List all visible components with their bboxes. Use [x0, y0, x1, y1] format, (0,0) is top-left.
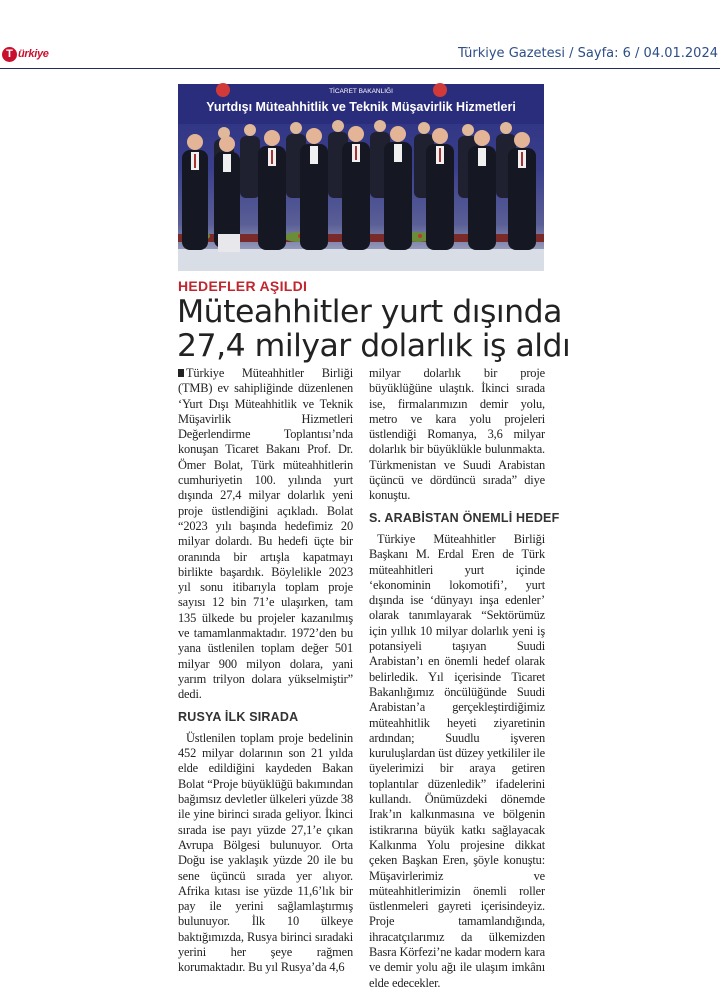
- lead-paragraph: [178, 366, 353, 703]
- article-headline: [177, 294, 571, 364]
- banner-small-text: TİCARET BAKANLIĞI: [329, 88, 393, 95]
- subhead-russia: RUSYA İLK SIRADA: [178, 709, 299, 724]
- source-line: Türkiye Gazetesi / Sayfa: 6 / 04.01.2024: [457, 46, 718, 61]
- paragraph-marker-icon: [178, 369, 184, 377]
- header-divider: [0, 68, 720, 69]
- article-column-right: [369, 366, 560, 991]
- logo-circle-icon: T: [2, 47, 17, 62]
- subhead-saudi-arabia: S. ARABİSTAN ÖNEMLİ HEDEF: [369, 510, 560, 525]
- headline-line-1: Müteahhitler yurt dışında: [177, 294, 562, 330]
- article-kicker: HEDEFLER AŞILDI: [178, 278, 308, 294]
- paragraph-russia: Üstlenilen toplam proje bedelinin 452 milyar dolarının son 21 yılda elde edildiğini kaydeden Bakan Bolat “Proje büyüklüğü bakımından bağımsız devletler ülkeleri yüzde 38 ile yine birinci sırada geliyor. İkinci sırada ise payı yüzde 27,1’e çıkan Avrupa Bölgesi bulunuyor. Orta Doğu ise yaklaşık yüzde 20 ile bu sene üçüncü sırada yer alıyor. Afrika kıtası ise yüzde 11,6’lık bir pay ile yerini sağlamlaştırmış bulunuyor. İlk 10 ülkeye baktığımızda, Rusya birinci sıradaki yerini her şeye rağmen korumaktadır. Bu yıl Rusya’da 4,6: [178, 730, 353, 975]
- paragraph-saudi-arabia: Türkiye Müteahhitler Birliği Başkanı M. Erdal Eren de Türk müteahhitleri yurt içinde ‘ekonominin lokomotifi’, yurt dışında ise ‘dünyayı inşa edenler’ olarak tanımlayarak “Sektörümüz için yıllık 10 milyar dolarlık yeni iş potansiyeli taşıyan Suudi Arabistan’ı en önemli hedef olarak belirledik. Yıl içerisinde Ticaret Bakanlığımız öncülüğünde Suudi Arabistan’a gerçekleştirdiğimiz müteahhitlik heyeti ziyaretinin ardından; Suudlu işveren kuruluşlardan üst düzey yetkililer ile üyelerimizi bir araya getiren toplantılar düzenledik” ifadelerini kullandı. Önümüzdeki dönemde Irak’ın kalkınmasına ve bölgenin istikrarına büyük katkı sağlayacak Kalkınma Yolu projesine dikkat çeken Başkan Eren, şöyle konuştu: Müşavirlerimiz ve müteahhitlerimizin önemli roller üstlenmeleri gayreti içerisindeyiz. Proje tamamlandığında, ihracatçılarımız da ülkemizden Basra Körfezi’ne kadar modern kara ve demir yolu ağı ile ulaşım imkânı elde edecekler.: [369, 531, 545, 990]
- group-photo: [178, 84, 544, 271]
- newspaper-logo: [2, 45, 49, 63]
- banner-text: Yurtdışı Müteahhitlik ve Teknik Müşavirlik Hizmetleri: [206, 100, 516, 114]
- page-header: [0, 0, 720, 70]
- paragraph-continuation: milyar dolarlık bir proje büyüklüğüne ulaştık. İkinci sırada ise, firmalarımızın demir yolu, metro ve kara yolu projeleri üstlendiği Romanya, 3,6 milyar dolarlık bir büyüklükle bulunmakta. Türkmenistan ve Suudi Arabistan üçüncü ve dördüncü sırada” diye konuştu.: [369, 366, 545, 503]
- logo-text: ürkiye: [18, 48, 49, 60]
- headline-line-2: 27,4 milyar dolarlık iş aldı: [177, 328, 571, 364]
- lead-paragraph-text: Türkiye Müteahhitler Birliği (TMB) ev sahipliğinde düzenlenen ‘Yurt Dışı Müteahhitlik ve Teknik Müşavirlik Hizmetleri Değerlendirme Toplantısı’nda konuşan Ticaret Bakanı Prof. Dr. Ömer Bolat, Türk müteahhitlerin cumhuriyetin 100. yılında yurt dışında 27,4 milyar dolarlık yeni proje üstlendiğini açıkladı. Bolat “2023 yılı başında hedefimiz 20 milyar dolardı. Bu hedefi üçte bir oranında bir artışla kapatmayı birlikte başardık. Böylelikle 2023 yıl sonu itibarıyla toplam proje sayısı 12 bin 71’e ulaşırken, tam 135 ülkede bu projeler kazanılmış ve tamamlanmaktadır. 1972’den bu yana üstlenilen toplam değer 501 milyar 900 milyon dolara, yani yarım trilyon dolara yükselmiştir” dedi.: [178, 366, 353, 702]
- article-column-left: [178, 366, 353, 976]
